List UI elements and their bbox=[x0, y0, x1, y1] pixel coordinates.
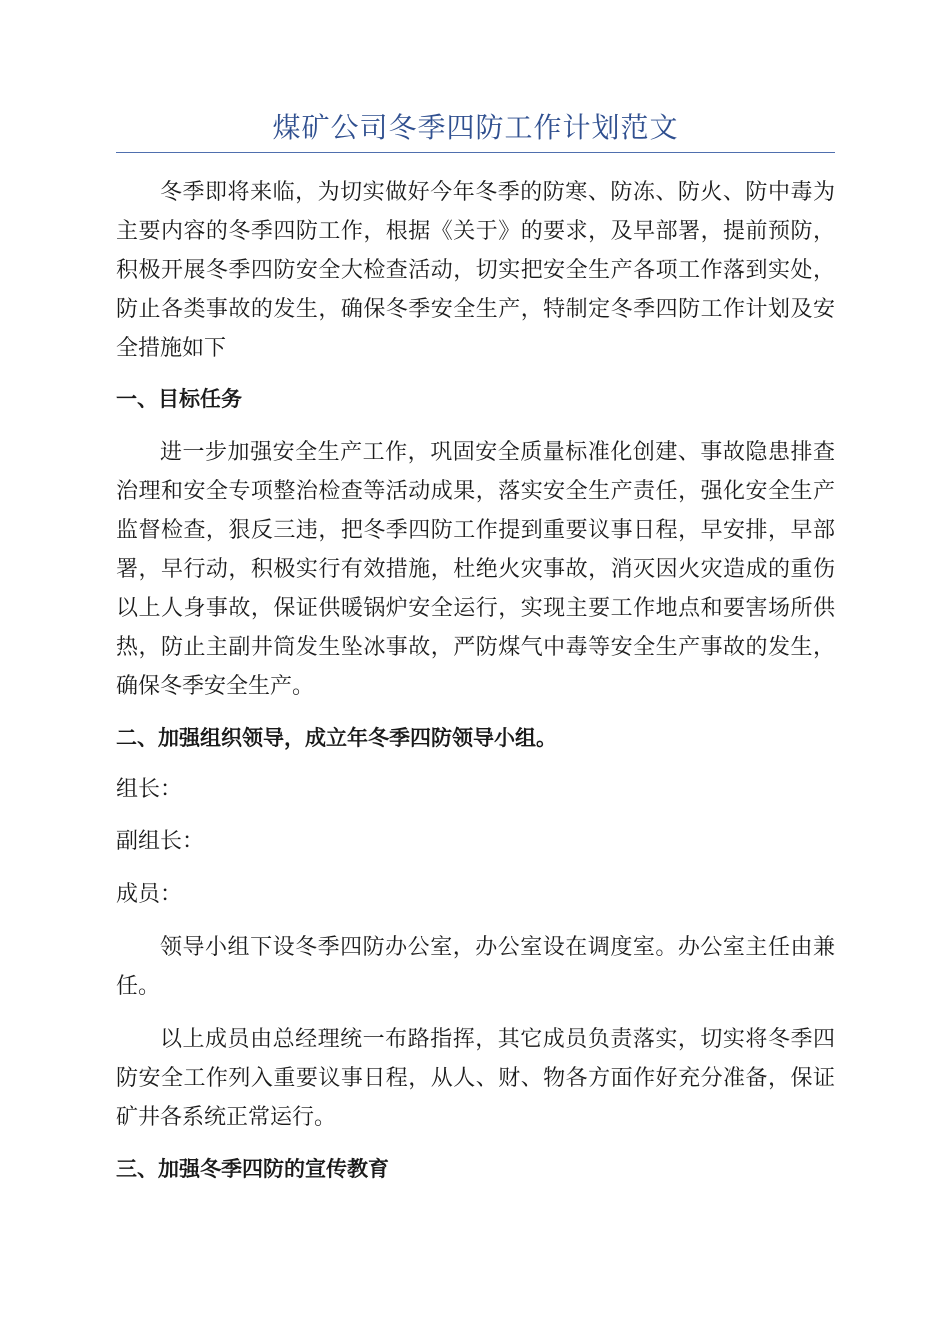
leader-line: 组长： bbox=[116, 777, 183, 802]
section-2-heading: 二、加强组织领导，成立年冬季四防领导小组。 bbox=[116, 726, 557, 750]
section-1-heading: 一、目标任务 bbox=[116, 387, 242, 411]
deputy-leader-line: 副组长： bbox=[116, 829, 205, 854]
intro-paragraph: 冬季即将来临，为切实做好今年冬季的防寒、防冻、防火、防中毒为主要内容的冬季四防工作，根据《关于》的要求，及早部署，提前预防，积极开展冬季四防安全大检查活动，切实把安全生产各项工作落到实处，防止各类事故的发生，确保冬季安全生产，特制定冬季四防工作计划及安全措施如下 bbox=[116, 180, 835, 361]
document-title: 煤矿公司冬季四防工作计划范文 bbox=[116, 108, 835, 153]
duty-paragraph: 以上成员由总经理统一布路指挥，其它成员负责落实，切实将冬季四防安全工作列入重要议事日程，从人、财、物各方面作好充分准备，保证矿井各系统正常运行。 bbox=[116, 1027, 835, 1130]
section-1-body: 进一步加强安全生产工作，巩固安全质量标准化创建、事故隐患排查治理和安全专项整治检查等活动成果，落实安全生产责任，强化安全生产监督检查，狠反三违，把冬季四防工作提到重要议事日程，早安排，早部署，早行动，积极实行有效措施，杜绝火灾事故，消灭因火灾造成的重伤以上人身事故，保证供暖锅炉安全运行，实现主要工作地点和要害场所供热，防止主副井筒发生坠冰事故，严防煤气中毒等安全生产事故的发生，确保冬季安全生产。 bbox=[116, 440, 835, 699]
document-page bbox=[116, 108, 835, 1184]
members-line: 成员： bbox=[116, 882, 183, 907]
section-3-heading: 三、加强冬季四防的宣传教育 bbox=[116, 1157, 389, 1181]
office-paragraph: 领导小组下设冬季四防办公室，办公室设在调度室。办公室主任由兼任。 bbox=[116, 935, 835, 999]
